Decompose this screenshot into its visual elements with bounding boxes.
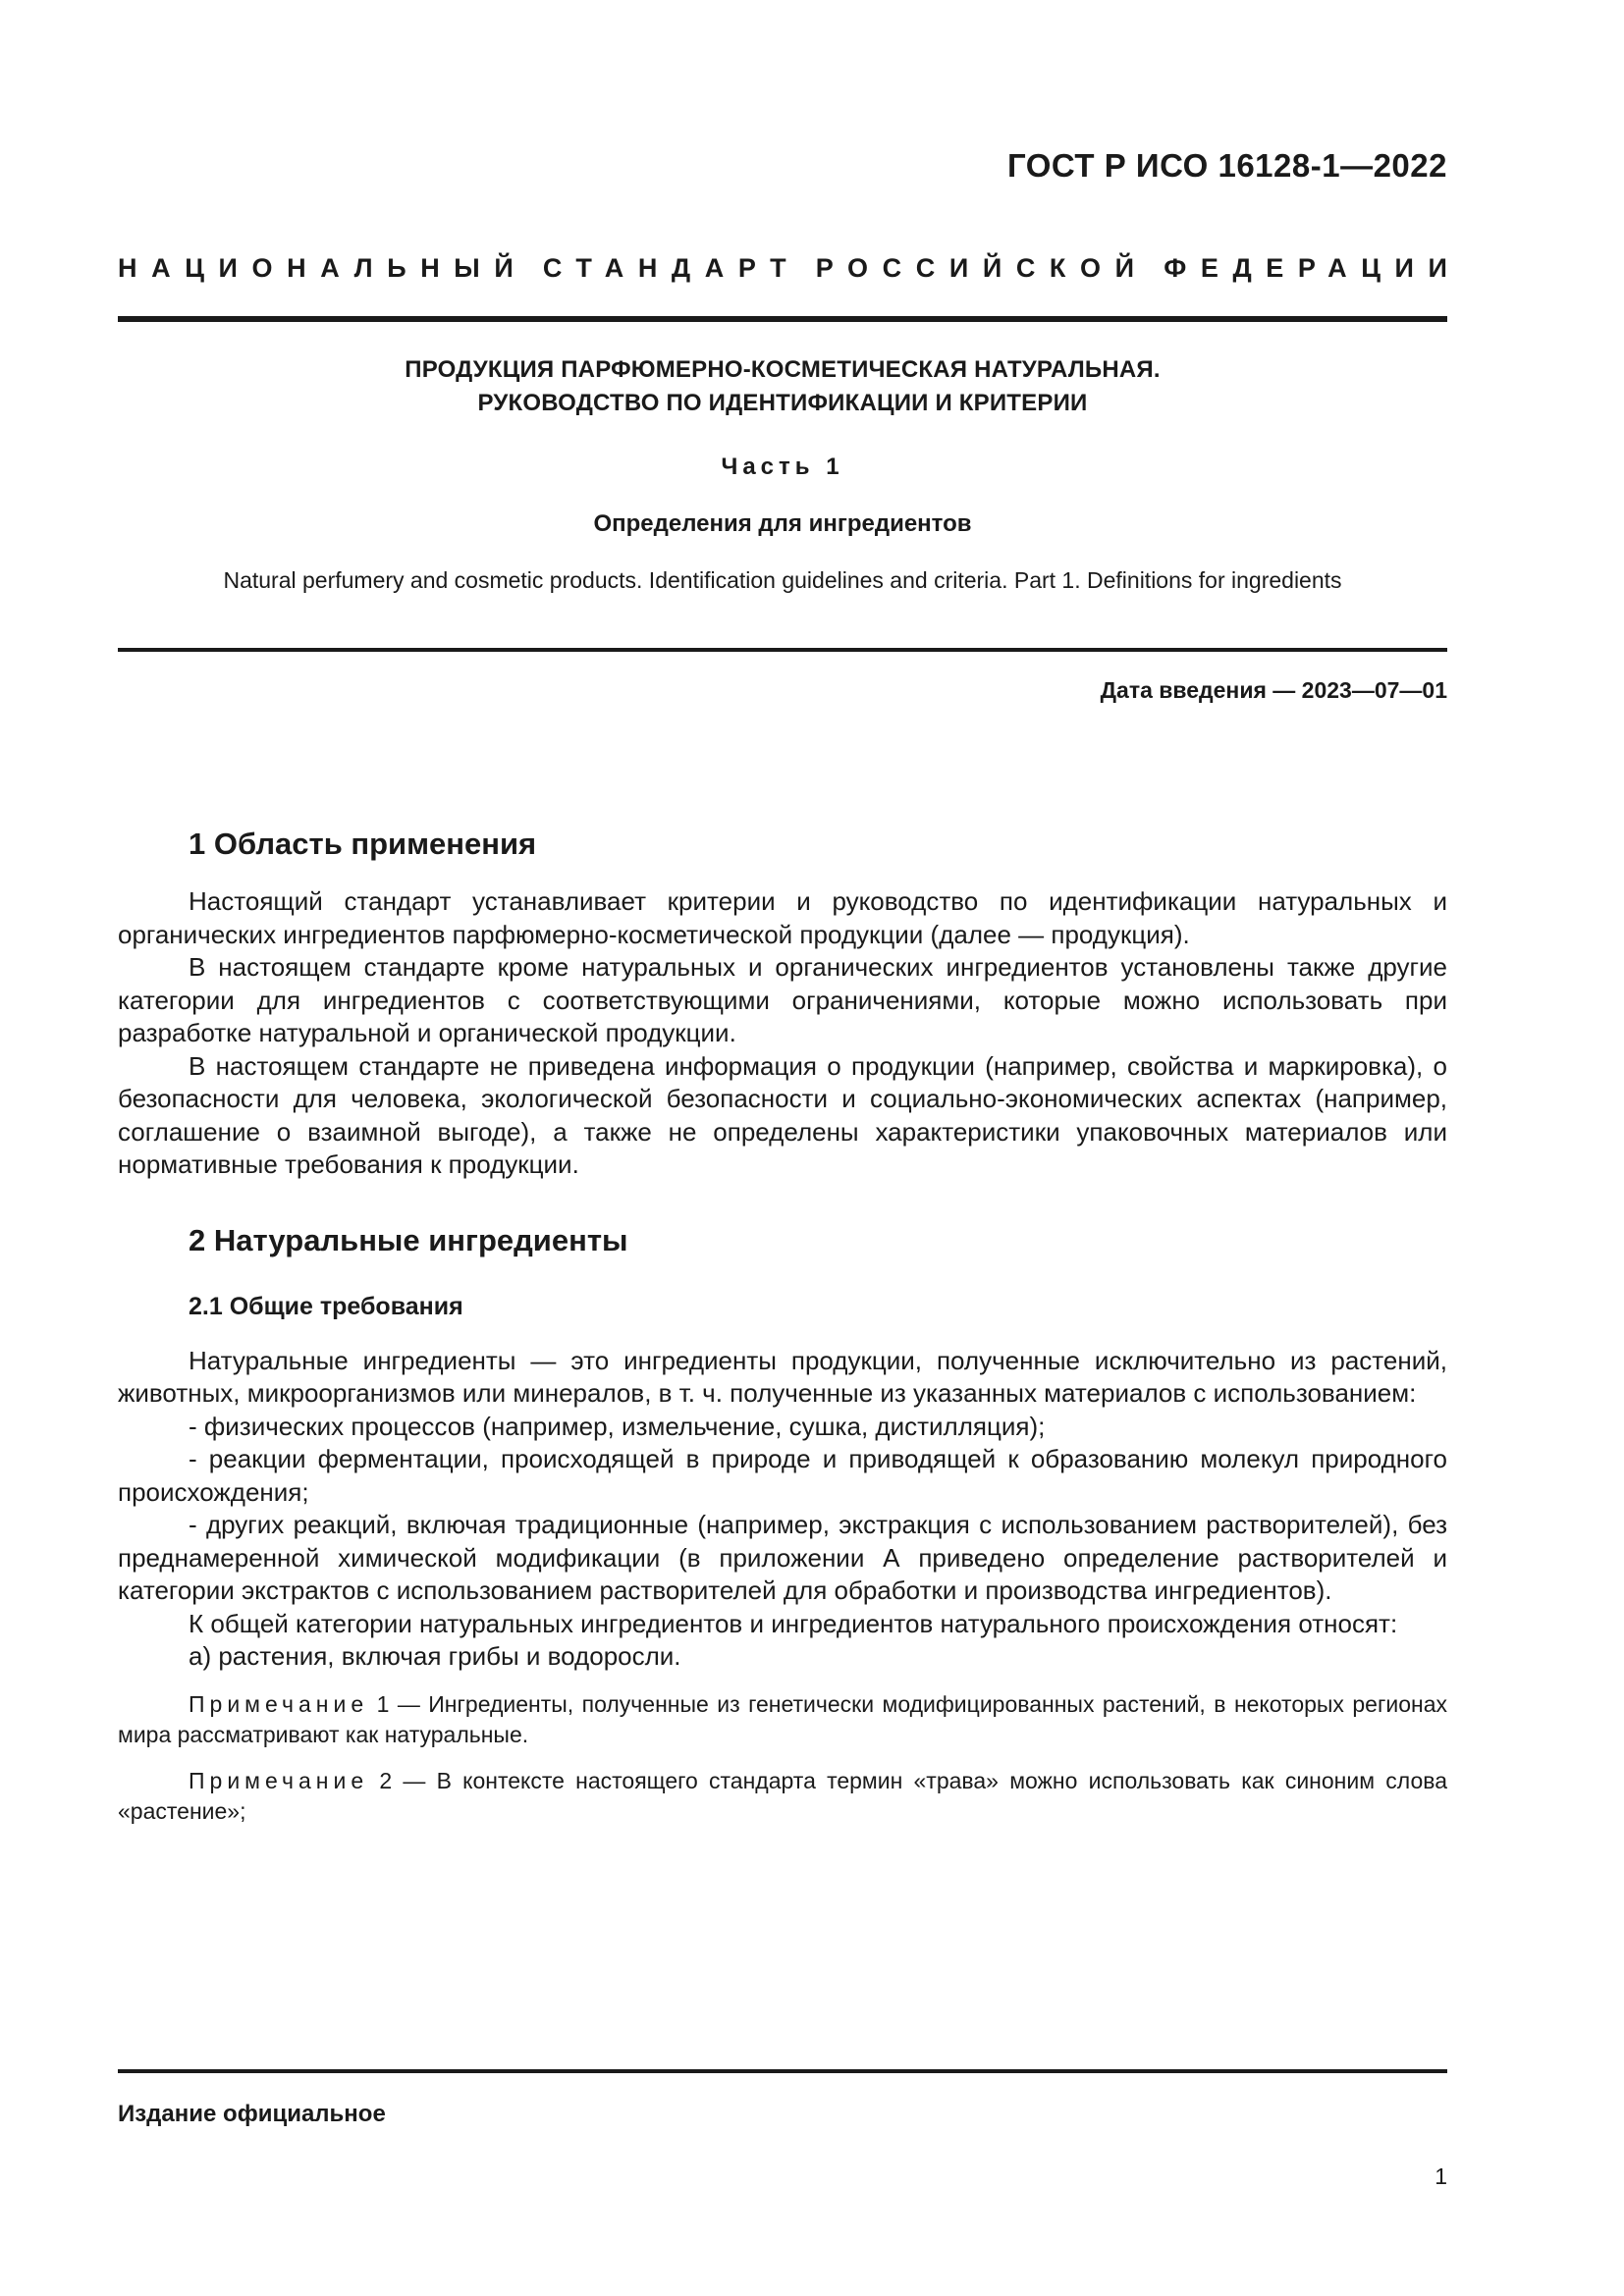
- note-text: 1 — Ингредиенты, полученные из генетически модифицированных растений, в некоторых регионах мира рассматривают как натуральные.: [118, 1690, 1447, 1747]
- banner-word: ФЕДЕРАЦИИ: [1164, 253, 1462, 283]
- page-number: 1: [1435, 2163, 1447, 2189]
- note-label: Примечание: [189, 1767, 369, 1793]
- introduction-date: Дата введения — 2023—07—01: [1100, 677, 1447, 703]
- note-text: 2 — В контексте настоящего стандарта термин «трава» можно использовать как синоним слова «растение»;: [118, 1767, 1447, 1824]
- banner-word: РОССИЙСКОЙ: [815, 253, 1149, 283]
- part-subtitle: Определения для ингредиентов: [593, 510, 972, 537]
- banner-word: НАЦИОНАЛЬНЫЙ: [118, 253, 528, 283]
- list-item: - реакции ферментации, происходящей в природе и приводящей к образованию молекул природного происхождения;: [118, 1444, 1447, 1507]
- document-body: [118, 825, 1447, 1827]
- national-standard-banner: [118, 253, 1462, 284]
- english-title: Natural perfumery and cosmetic products. Identification guidelines and criteria. Part 1. Definitions for ingredients: [223, 567, 1342, 593]
- paragraph: К общей категории натуральных ингредиентов и ингредиентов натурального происхождения относят:: [189, 1608, 1398, 1638]
- document-number: ГОСТ Р ИСО 16128-1—2022: [1006, 147, 1447, 184]
- paragraph: Настоящий стандарт устанавливает критерии и руководство по идентификации натуральных и органических ингредиентов парфюмерно-косметической продукции (далее — продукция).: [118, 886, 1447, 949]
- paragraph: В настоящем стандарте не приведена информация о продукции (например, свойства и маркировка), о безопасности для человека, экологической безопасности и социально-экономических аспектах (например, соглашение о взаимной выгоде), а также не определены характеристики упаковочных материалов или нормативные требования к продукции.: [118, 1050, 1447, 1179]
- paragraph: Натуральные ингредиенты — это ингредиенты продукции, полученные исключительно из растений, животных, микроорганизмов или минералов, в т. ч. полученные из указанных материалов с использованием:: [118, 1345, 1447, 1408]
- list-item: - физических процессов (например, измельчение, сушка, дистилляция);: [189, 1411, 1046, 1441]
- title-block: [118, 353, 1447, 594]
- subsection-2-1-heading: 2.1 Общие требования: [189, 1292, 463, 1320]
- part-label: Часть 1: [721, 454, 844, 480]
- note-1: [118, 1689, 1447, 1750]
- list-item: а) растения, включая грибы и водоросли.: [189, 1641, 681, 1671]
- section-1-heading: 1 Область применения: [189, 827, 537, 861]
- title-line-1: ПРОДУКЦИЯ ПАРФЮМЕРНО-КОСМЕТИЧЕСКАЯ НАТУРАЛЬНАЯ.: [405, 356, 1161, 383]
- official-edition-label: Издание официальное: [118, 2101, 386, 2127]
- header-divider: [118, 316, 1447, 322]
- note-label: Примечание: [189, 1690, 369, 1717]
- paragraph: В настоящем стандарте кроме натуральных и органических ингредиентов установлены также другие категории для ингредиентов с соответствующими ограничениями, которые можно использовать при разработке натуральной и органической продукции.: [118, 952, 1447, 1047]
- footer-divider: [118, 2069, 1447, 2073]
- list-item: - других реакций, включая традиционные (например, экстракция с использованием растворителей), без преднамеренной химической модификации (в приложении А приведено определение растворителей и категории экстрактов с использованием растворителей для обработки и производства ингредиентов).: [118, 1510, 1447, 1605]
- section-2-heading: 2 Натуральные ингредиенты: [189, 1222, 628, 1257]
- note-2: [118, 1766, 1447, 1827]
- title-line-2: РУКОВОДСТВО ПО ИДЕНТИФИКАЦИИ И КРИТЕРИИ: [477, 390, 1088, 416]
- banner-word: СТАНДАРТ: [542, 253, 801, 283]
- title-divider: [118, 648, 1447, 652]
